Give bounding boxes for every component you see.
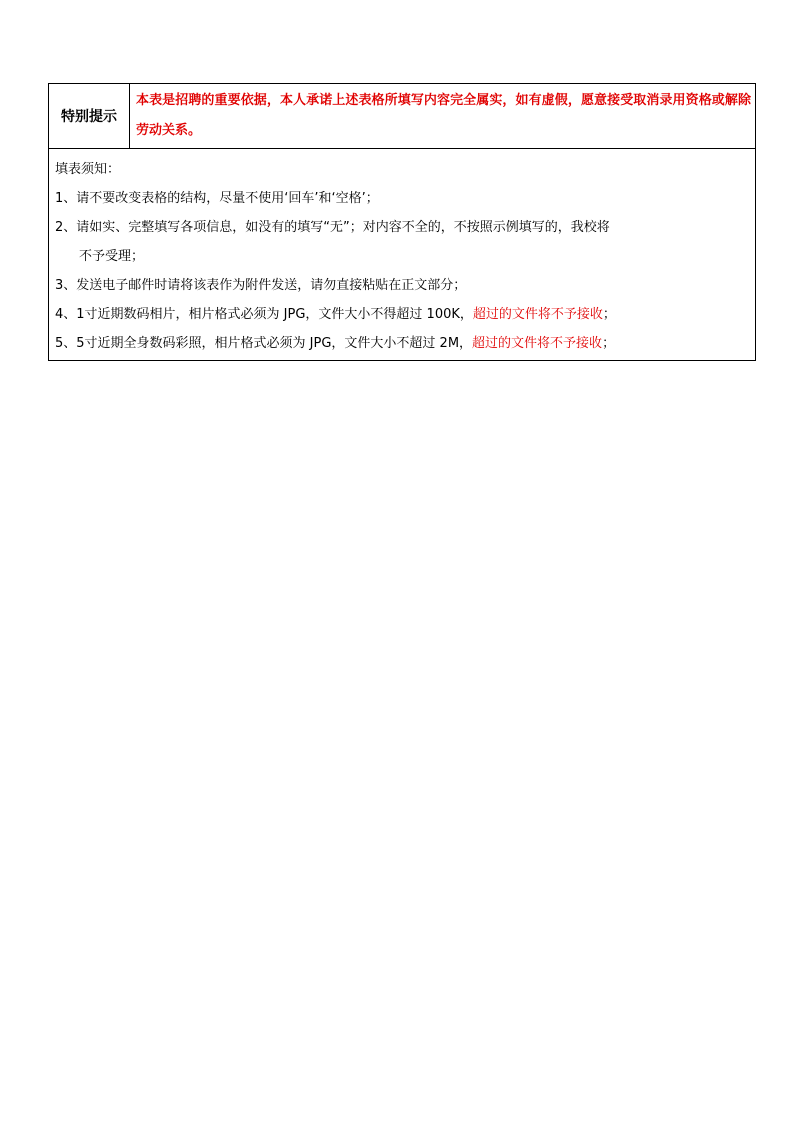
instruction-item-4-end: ； [602, 307, 616, 322]
notice-label: 特别提示 [49, 84, 130, 149]
instruction-item-2-line-2: 不予受理； [79, 249, 145, 264]
notice-text: 本表是招聘的重要依据，本人承诺上述表格所填写内容完全属实，如有虚假，愿意接受取消录用资格或解除劳动关系。 [130, 84, 756, 149]
instructions-title: 填表须知： [55, 162, 121, 177]
notice-row [49, 84, 756, 149]
instruction-item-3: 3、发送电子邮件时请将该表作为附件发送，请勿直接粘贴在正文部分； [55, 278, 467, 293]
instruction-item-5-text: 5、5寸近期全身数码彩照，相片格式必须为 JPG，文件大小不超过 2M， [55, 336, 473, 351]
instructions-row [49, 149, 756, 361]
instruction-item-1: 1、请不要改变表格的结构，尽量不使用‘回车’和‘空格’； [55, 191, 379, 206]
instruction-item-4-text: 4、1寸近期数码相片，相片格式必须为 JPG，文件大小不得超过 100K， [55, 307, 473, 322]
instruction-item-2-line-1: 2、请如实、完整填写各项信息，如没有的填写“无”；对内容不全的，不按照示例填写的，我校将 [55, 220, 610, 235]
instruction-item-4 [55, 300, 749, 329]
instruction-item-5-end: ； [602, 336, 616, 351]
instruction-item-5-warning: 超过的文件将不予接收 [472, 336, 603, 351]
instruction-item-5 [55, 329, 749, 358]
notice-table [48, 83, 756, 361]
instruction-item-4-warning: 超过的文件将不予接收 [472, 307, 603, 322]
instructions-cell [49, 149, 756, 361]
